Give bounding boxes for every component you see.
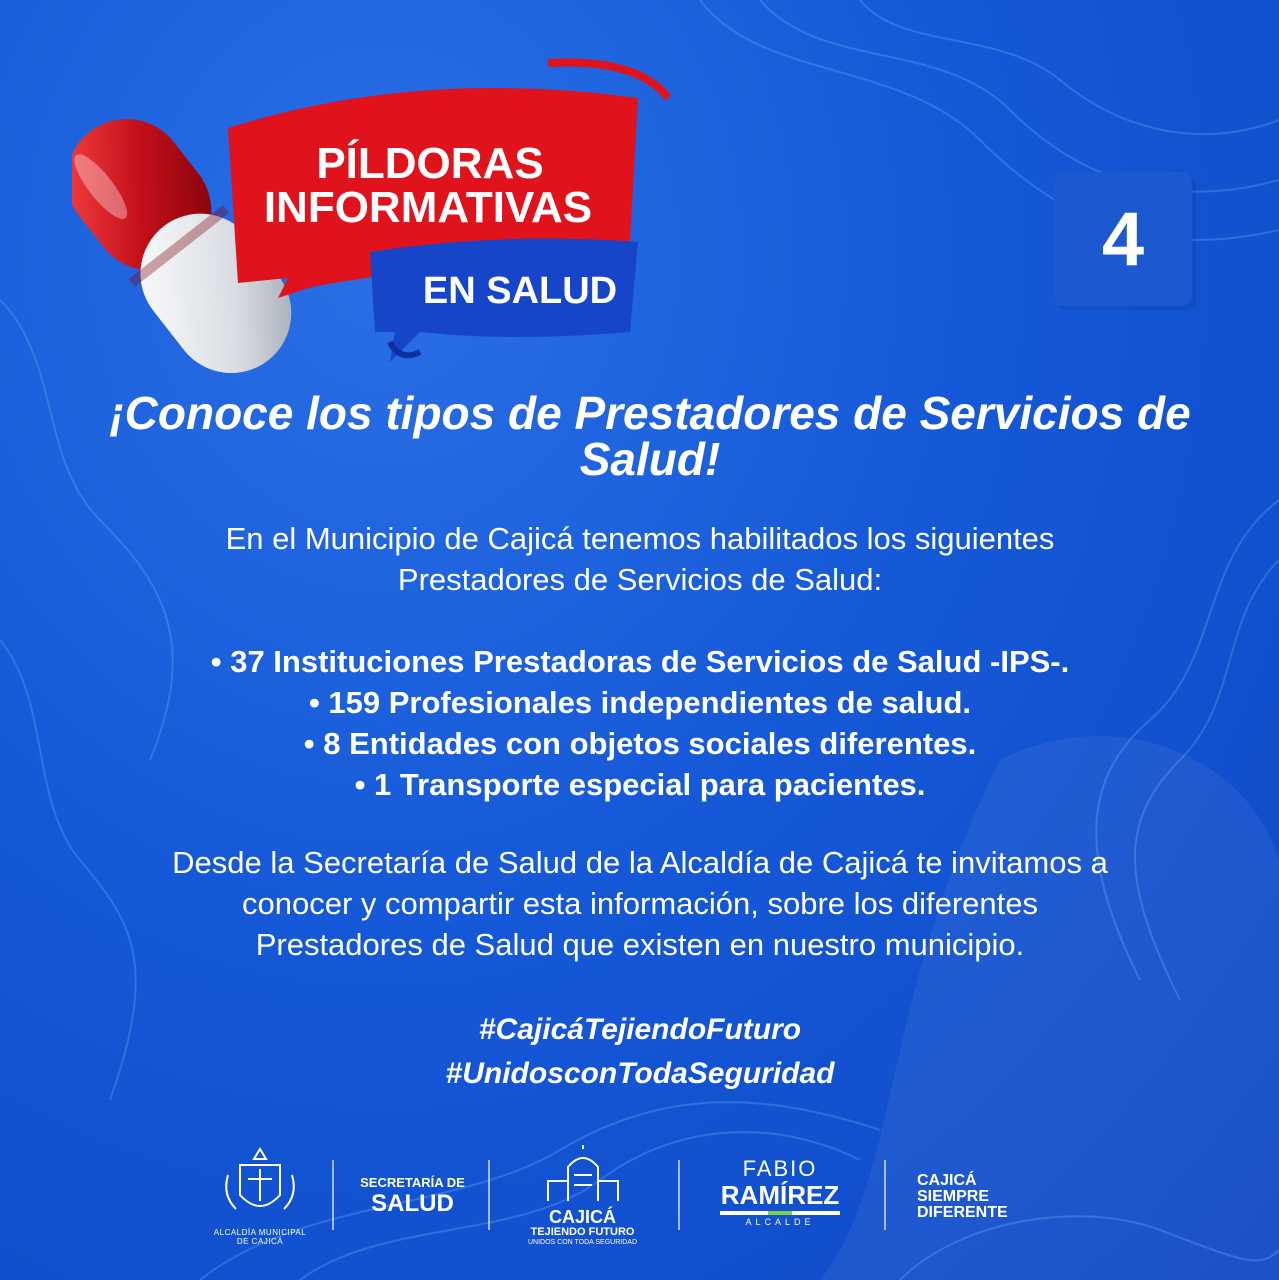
main-heading bbox=[40, 387, 1260, 485]
church-train-icon bbox=[538, 1145, 628, 1203]
cajica-tejiendo-futuro-logo bbox=[505, 1145, 660, 1247]
alcaldia-logo bbox=[205, 1145, 315, 1246]
siempre-line-3: DIFERENTE bbox=[917, 1204, 1008, 1221]
mayor-last-name: RAMÍREZ bbox=[720, 1180, 840, 1210]
hashtag-2: #UnidosconTodaSeguridad bbox=[445, 1057, 835, 1090]
hashtags bbox=[40, 1008, 1240, 1096]
divider bbox=[678, 1160, 680, 1230]
alcaldia-line-1: ALCALDÍA MUNICIPAL bbox=[213, 1228, 307, 1237]
cajica-name: CAJICÁ bbox=[548, 1207, 616, 1227]
cajica-siempre-diferente-logo bbox=[905, 1173, 1075, 1221]
mayor-underline bbox=[720, 1211, 840, 1215]
secretaria-line-2: SALUD bbox=[371, 1190, 454, 1217]
secretaria-logo bbox=[350, 1175, 475, 1218]
closing-line-1: Desde la Secretaría de Salud de la Alcaldía de Cajicá te invitamos a bbox=[172, 845, 1108, 880]
cajica-slogan: TEJIENDO FUTURO bbox=[530, 1226, 635, 1238]
mayor-logo bbox=[700, 1157, 860, 1227]
secretaria-line-1: SECRETARÍA DE bbox=[360, 1175, 465, 1190]
siempre-line-2: SIEMPRE bbox=[917, 1188, 990, 1205]
number-badge: 4 bbox=[1054, 172, 1192, 306]
list-item: • 37 Instituciones Prestadoras de Servicios de Salud -IPS-. bbox=[210, 644, 1070, 679]
alcaldia-line-2: DE CAJICÁ bbox=[236, 1237, 284, 1246]
mayor-first-name: FABIO bbox=[742, 1156, 818, 1181]
intro-line-1: En el Municipio de Cajicá tenemos habilitados los siguientes bbox=[225, 521, 1055, 556]
title-line-1: PÍLDORAS bbox=[316, 139, 544, 188]
siempre-line-1: CAJICÁ bbox=[917, 1172, 977, 1189]
intro-paragraph bbox=[40, 518, 1240, 600]
intro-line-2: Prestadores de Servicios de Salud: bbox=[397, 562, 883, 597]
mayor-role: ALCALDE bbox=[745, 1217, 815, 1227]
title-line-2: INFORMATIVAS bbox=[263, 183, 593, 232]
list-item: • 1 Transporte especial para pacientes. bbox=[354, 767, 926, 802]
coat-of-arms-icon bbox=[220, 1145, 300, 1223]
list-item: • 159 Profesionales independientes de salud. bbox=[308, 685, 972, 720]
provider-list bbox=[40, 641, 1240, 805]
cajica-tagline: UNIDOS CON TODA SEGURIDAD bbox=[527, 1239, 638, 1246]
divider bbox=[884, 1160, 886, 1230]
heading-text: ¡Conoce los tipos de Prestadores de Servicios de Salud! bbox=[109, 387, 1191, 485]
subtitle-en-salud: EN SALUD bbox=[422, 270, 618, 312]
closing-line-2: conocer y compartir esta información, sobre los diferentes bbox=[241, 886, 1039, 921]
divider bbox=[488, 1160, 490, 1230]
divider bbox=[332, 1160, 334, 1230]
list-item: • 8 Entidades con objetos sociales diferentes. bbox=[303, 726, 977, 761]
closing-line-3: Prestadores de Salud que existen en nuestro municipio. bbox=[255, 927, 1025, 962]
footer-logos bbox=[0, 1145, 1279, 1255]
hashtag-1: #CajicáTejiendoFuturo bbox=[478, 1013, 802, 1046]
closing-paragraph bbox=[40, 842, 1240, 965]
